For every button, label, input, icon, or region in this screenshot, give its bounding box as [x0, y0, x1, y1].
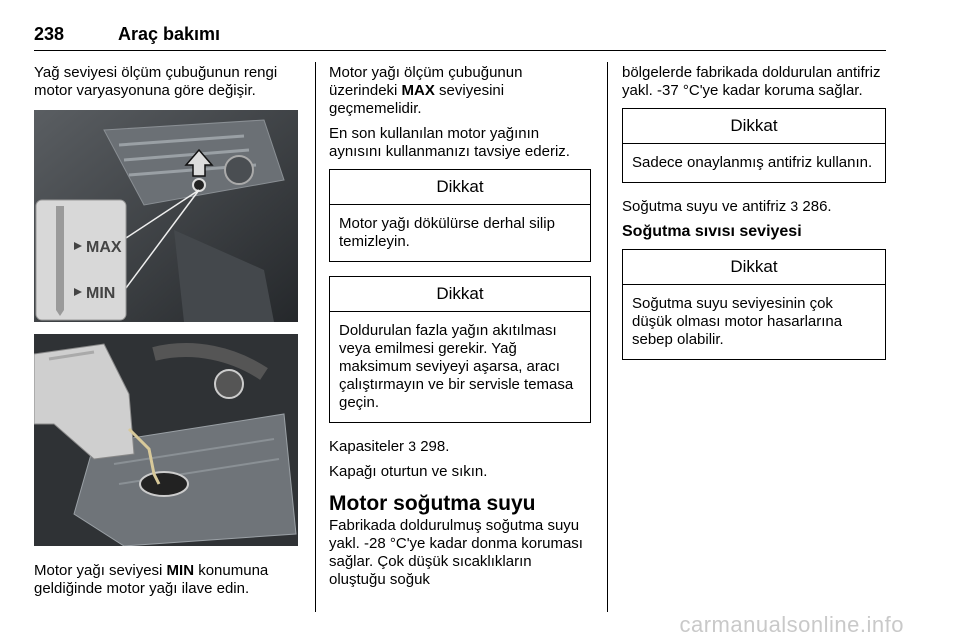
column-2 — [329, 64, 591, 596]
caution-box-overfill — [329, 276, 591, 423]
header-rule — [34, 50, 886, 51]
caution-heading: Dikkat — [623, 250, 885, 285]
dipstick-color-paragraph: Yağ seviyesi ölçüm çubuğunun rengi motor varyasyonuna göre değişir. — [34, 64, 278, 99]
caution-box-coolant-level — [622, 249, 886, 360]
coolant-reference: Soğutma suyu ve antifriz 3 286. — [622, 198, 832, 215]
dipstick-max-label: MAX — [86, 239, 122, 256]
column-divider-1 — [315, 62, 316, 612]
capacities-reference: Kapasiteler 3 298. — [329, 438, 450, 455]
caution-heading: Dikkat — [330, 170, 590, 205]
oil-filling-illustration — [34, 334, 298, 546]
column-1 — [34, 64, 302, 546]
oil-filling-svg — [34, 334, 298, 546]
column-divider-2 — [607, 62, 608, 612]
subheading-coolant-level: Soğutma sıvısı seviyesi — [622, 223, 802, 240]
caution-heading: Dikkat — [330, 277, 590, 312]
close-cap-paragraph: Kapağı oturtun ve sıkın. — [329, 463, 488, 480]
antifreeze-paragraph: bölgelerde fabrikada doldurulan antifriz yakl. -37 °C'ye kadar koruma sağlar. — [622, 64, 881, 99]
engine-dipstick-svg — [34, 110, 298, 322]
caution-text: Soğutma suyu seviyesinin çok düşük olması motor hasarlarına sebep olabilir. — [632, 295, 843, 348]
watermark: carmanualsonline.info — [679, 612, 904, 637]
page-number: 238 — [34, 24, 65, 44]
min-keyword: MIN — [166, 562, 195, 579]
coolant-factory-paragraph: Fabrikada doldurulmuş soğutma suyu yakl. -28 °C'ye kadar donma koruması sağlar. Çok düşük sıcaklıkların oluştuğu soğuk — [329, 517, 583, 588]
capacities-page-link[interactable]: 298. — [420, 438, 450, 455]
max-keyword: MAX — [401, 82, 435, 99]
caution-box-antifreeze — [622, 108, 886, 183]
coolant-page-link[interactable]: 286. — [802, 198, 832, 215]
page-ref-icon: 3 — [790, 198, 799, 214]
page-title: Araç bakımı — [118, 24, 221, 44]
section-heading-coolant: Motor soğutma suyu — [329, 492, 536, 515]
column-3 — [622, 64, 886, 374]
oil-min-caption: Motor yağı seviyesi MIN konumuna geldiğinde motor yağı ilave edin. — [34, 562, 269, 597]
caution-box-oil-spill — [329, 169, 591, 262]
dipstick-illustration — [34, 110, 298, 322]
same-oil-paragraph: En son kullanılan motor yağının aynısını kullanmanızı tavsiye ederiz. — [329, 125, 570, 160]
caution-text: Sadece onaylanmış antifriz kullanın. — [632, 154, 873, 171]
caution-text: Motor yağı dökülürse derhal silip temizleyin. — [339, 215, 555, 250]
caution-heading: Dikkat — [623, 109, 885, 144]
max-level-paragraph: Motor yağı ölçüm çubuğunun üzerindeki MAX seviyesini geçmemelidir. — [329, 64, 523, 117]
page-ref-icon: 3 — [408, 438, 417, 454]
caution-text: Doldurulan fazla yağın akıtılması veya emilmesi gerekir. Yağ maksimum seviyeyi aşarsa, aracı çalıştırmayın ve bir servisle temasa geçin. — [339, 322, 574, 411]
dipstick-min-label: MIN — [86, 285, 116, 302]
